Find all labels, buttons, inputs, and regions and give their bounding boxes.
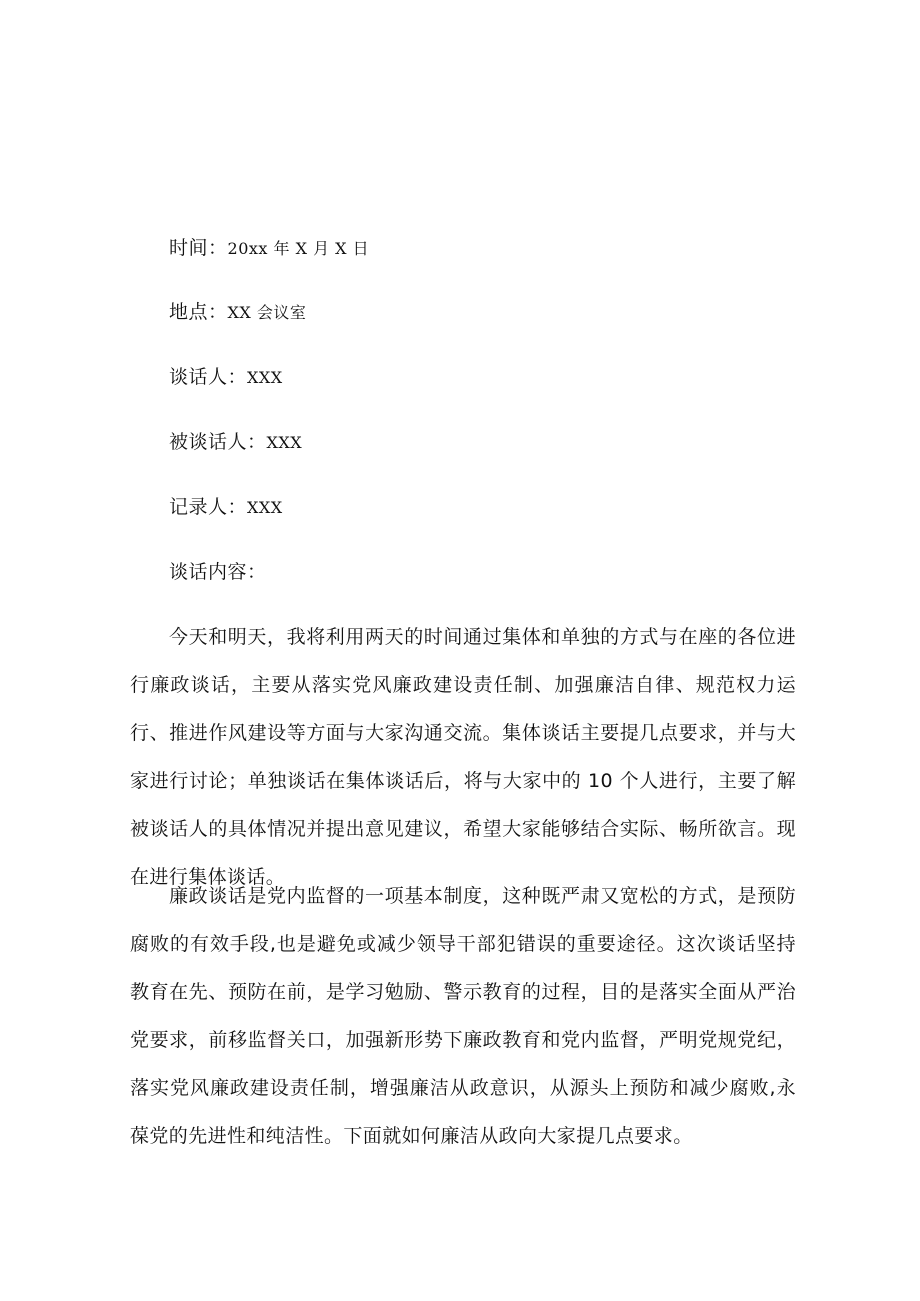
- interviewee-label: 被谈话人：: [169, 431, 267, 453]
- content-heading: [169, 560, 267, 584]
- speaker-label: 谈话人：: [169, 366, 248, 388]
- recorder: [169, 495, 283, 520]
- speaker-value: XXX: [247, 368, 283, 387]
- recorder-value: XXX: [247, 498, 283, 517]
- meeting-time-label: 时间：: [169, 237, 228, 259]
- speaker: [169, 365, 283, 390]
- content-label: 谈话内容：: [169, 561, 267, 583]
- interviewee: [169, 430, 302, 455]
- paragraph-2: 廉政谈话是党内监督的一项基本制度，这种既严肃又宽松的方式，是预防腐败的有效手段,也是避免或减少领导干部犯错误的重要途径。这次谈话坚持教育在先、预防在前，是学习勉励、警示教育的过程，目的是落实全面从严治党要求，前移监督关口，加强新形势下廉政教育和党内监督，严明党规党纪，落实党风廉政建设责任制，增强廉洁从政意识，从源头上预防和减少腐败,永葆党的先进性和纯洁性。下面就如何廉洁从政向大家提几点要求。: [130, 885, 796, 1147]
- interviewee-value: XXX: [266, 433, 303, 452]
- meeting-time-value: 20xx 年 X 月 X 日: [227, 239, 370, 258]
- recorder-label: 记录人：: [169, 496, 248, 518]
- meeting-time: [169, 236, 369, 261]
- meeting-place-label: 地点：: [169, 301, 228, 323]
- meeting-place: [169, 300, 306, 325]
- paragraph-1: 今天和明天，我将利用两天的时间通过集体和单独的方式与在座的各位进行廉政谈话，主要从落实党风廉政建设责任制、加强廉洁自律、规范权力运行、推进作风建设等方面与大家沟通交流。集体谈话主要提几点要求，并与大家进行讨论；单独谈话在集体谈话后，将与大家中的 10 个人进行，主要了解被谈话人的具体情况并提出意见建议，希望大家能够结合实际、畅所欲言。现在进行集体谈话。: [130, 626, 796, 888]
- meeting-place-value: XX 会议室: [227, 303, 307, 322]
